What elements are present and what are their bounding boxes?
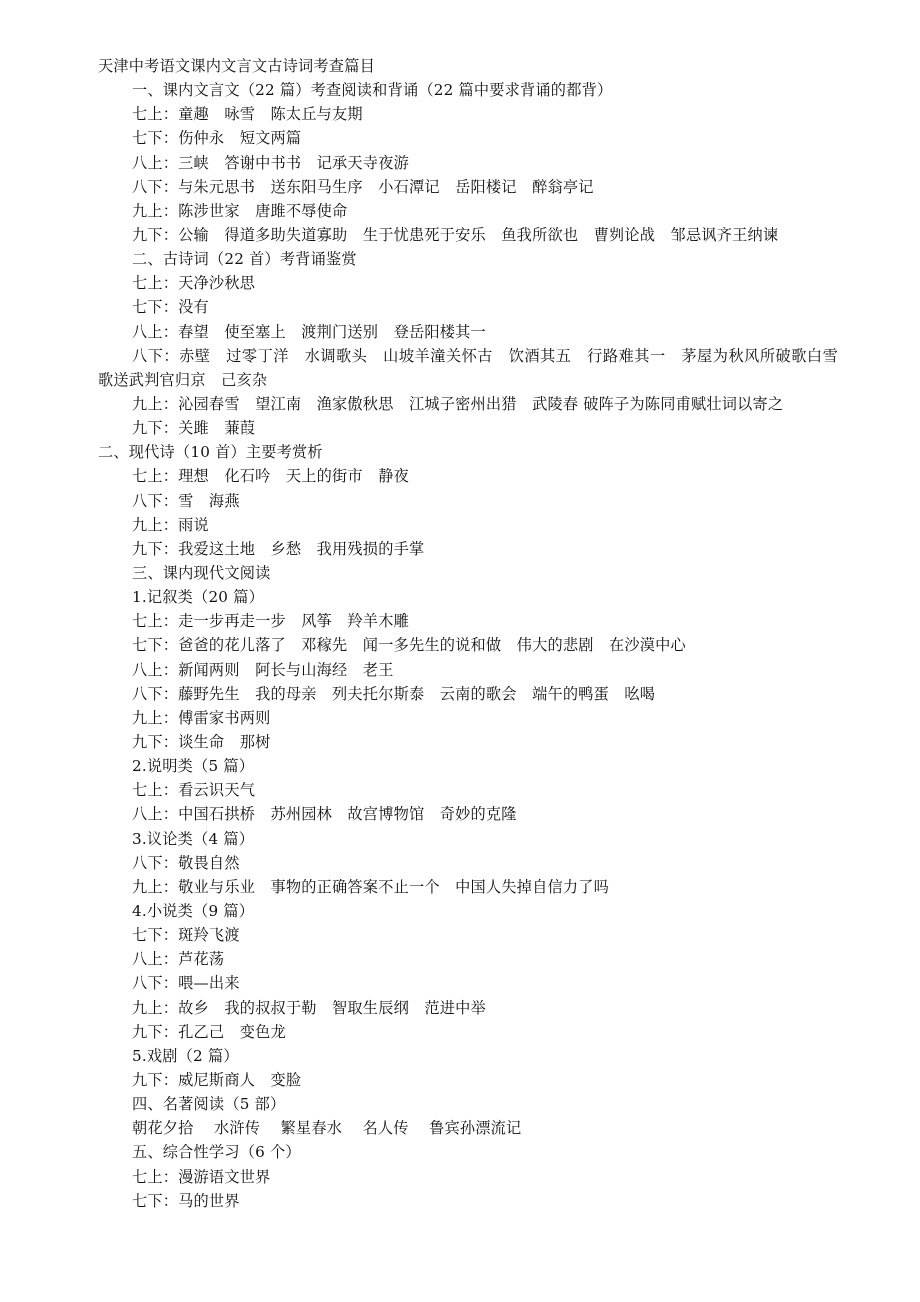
section-heading-classics: 四、名著阅读（5 部） xyxy=(132,1095,286,1114)
subsection-heading-fiction: 4.小说类（9 篇） xyxy=(132,901,255,920)
list-item: 九上：雨说 xyxy=(132,515,209,534)
list-item: 八下：雪 海燕 xyxy=(132,491,240,510)
list-item: 八上：新闻两则 阿长与山海经 老王 xyxy=(132,660,394,679)
list-item: 九下：关雎 蒹葭 xyxy=(132,419,256,438)
subsection-heading-argumentative: 3.议论类（4 篇） xyxy=(132,829,255,848)
list-item: 七上：看云识天气 xyxy=(132,781,256,800)
subsection-heading-expository: 2.说明类（5 篇） xyxy=(132,757,255,776)
list-item: 九上：敬业与乐业 事物的正确答案不止一个 中国人失掉自信力了吗 xyxy=(132,877,610,896)
list-item: 八下：藤野先生 我的母亲 列夫托尔斯泰 云南的歌会 端午的鸭蛋 吆喝 xyxy=(132,684,656,703)
list-item-wrapped: 八下：赤壁 过零丁洋 水调歌头 山坡羊潼关怀古 饮酒其五 行路难其一 茅屋为秋风所破歌白雪歌送武判官归京 己亥杂 xyxy=(98,346,838,389)
list-item: 九上：陈涉世家 唐雎不辱使命 xyxy=(132,201,348,220)
list-item: 九下：孔乙己 变色龙 xyxy=(132,1022,286,1041)
section-heading-classical-prose: 一、课内文言文（22 篇）考查阅读和背诵（22 篇中要求背诵的都背） xyxy=(132,81,613,100)
list-item: 七下：伤仲永 短文两篇 xyxy=(132,129,302,148)
section-heading-modern-prose: 三、课内现代文阅读 xyxy=(132,563,271,582)
list-item: 八上：芦花荡 xyxy=(132,950,225,969)
list-item: 九上：傅雷家书两则 xyxy=(132,708,271,727)
list-item: 九下：我爱这土地 乡愁 我用残损的手掌 xyxy=(132,539,425,558)
list-item: 七下：马的世界 xyxy=(132,1191,240,1210)
list-item: 七下：爸爸的花儿落了 邓稼先 闻一多先生的说和做 伟大的悲剧 在沙漠中心 xyxy=(132,636,686,655)
list-item: 八下：与朱元思书 送东阳马生序 小石潭记 岳阳楼记 醉翁亭记 xyxy=(132,177,594,196)
list-item: 七下：斑羚飞渡 xyxy=(132,926,240,945)
list-item: 九下：谈生命 那树 xyxy=(132,732,271,751)
subsection-heading-narrative: 1.记叙类（20 篇） xyxy=(132,588,264,607)
list-item: 七上：走一步再走一步 风筝 羚羊木雕 xyxy=(132,612,409,631)
list-item: 八下：敬畏自然 xyxy=(132,853,240,872)
section-heading-ancient-poetry: 二、古诗词（22 首）考背诵鉴赏 xyxy=(132,250,357,269)
document-title: 天津中考语文课内文言文古诗词考查篇目 xyxy=(98,57,375,75)
section-heading-modern-poetry: 二、现代诗（10 首）主要考赏析 xyxy=(98,443,323,462)
list-item: 八上：中国石拱桥 苏州园林 故宫博物馆 奇妙的克隆 xyxy=(132,805,517,824)
list-item: 七上：天净沙秋思 xyxy=(132,274,256,293)
list-item: 朝花夕拾 水浒传 繁星春水 名人传 鲁宾孙漂流记 xyxy=(132,1119,522,1138)
list-item: 七下：没有 xyxy=(132,298,209,317)
document-page xyxy=(98,54,838,1213)
list-item: 九下：公输 得道多助失道寡助 生于忧患死于安乐 鱼我所欲也 曹刿论战 邹忌讽齐王纳谏 xyxy=(132,225,779,244)
list-item: 八上：春望 使至塞上 渡荆门送别 登岳阳楼其一 xyxy=(132,322,486,341)
section-heading-integrated-study: 五、综合性学习（6 个） xyxy=(132,1143,301,1162)
list-item: 七上：理想 化石吟 天上的街市 静夜 xyxy=(132,467,409,486)
subsection-heading-drama: 5.戏剧（2 篇） xyxy=(132,1046,239,1065)
list-item: 九上：故乡 我的叔叔于勒 智取生辰纲 范进中举 xyxy=(132,998,486,1017)
list-item: 九下：威尼斯商人 变脸 xyxy=(132,1070,302,1089)
list-item: 九上：沁园春雪 望江南 渔家傲秋思 江城子密州出猎 武陵春 破阵子为陈同甫赋壮词以寄之 xyxy=(132,395,784,413)
list-item: 八上：三峡 答谢中书书 记承天寺夜游 xyxy=(132,153,409,172)
list-item: 七上：童趣 咏雪 陈太丘与友期 xyxy=(132,105,363,124)
list-item: 八下：喂—出来 xyxy=(132,974,240,993)
list-item: 七上：漫游语文世界 xyxy=(132,1167,271,1186)
